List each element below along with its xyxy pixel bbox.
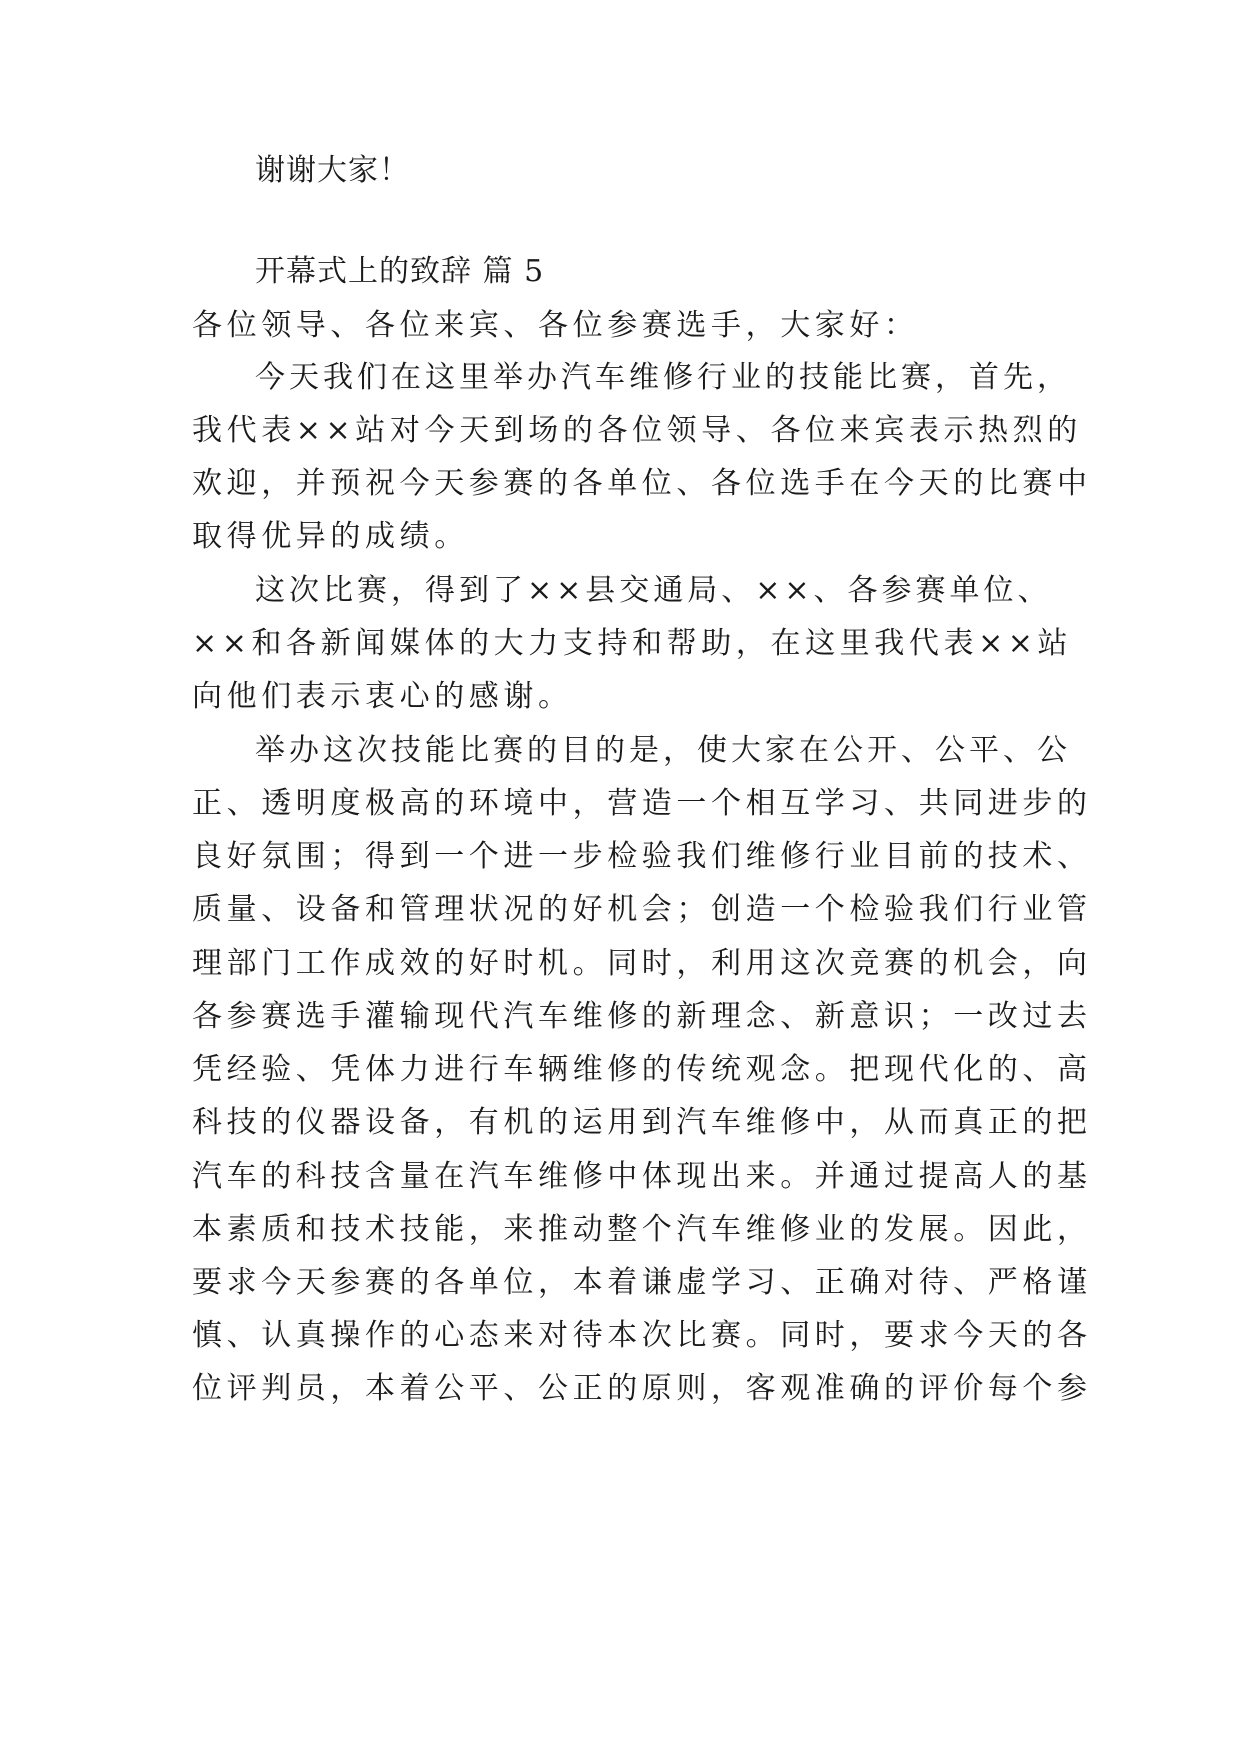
- paragraph-3-line-3: 良好氛围；得到一个进一步检验我们维修行业目前的技术、: [192, 839, 1092, 874]
- paragraph-2-line-2: ××和各新闻媒体的大力支持和帮助，在这里我代表××站: [192, 626, 1073, 661]
- paragraph-3-line-2: 正、透明度极高的环境中，营造一个相互学习、共同进步的: [192, 786, 1092, 821]
- paragraph-3-line-13: 位评判员，本着公平、公正的原则，客观准确的评价每个参: [192, 1371, 1092, 1406]
- closing-line: 谢谢大家！: [255, 153, 410, 188]
- paragraph-3-line-10: 本素质和技术技能，来推动整个汽车维修业的发展。因此，: [192, 1212, 1092, 1247]
- paragraph-2-line-1: 这次比赛，得到了××县交通局、××、各参赛单位、: [255, 573, 1052, 608]
- paragraph-3-line-6: 各参赛选手灌输现代汽车维修的新理念、新意识；一改过去: [192, 999, 1092, 1034]
- salutation-line: 各位领导、各位来宾、各位参赛选手，大家好：: [192, 308, 919, 343]
- paragraph-3-line-5: 理部门工作成效的好时机。同时，利用这次竞赛的机会，向: [192, 946, 1092, 981]
- paragraph-1-line-1: 今天我们在这里举办汽车维修行业的技能比赛，首先，: [255, 360, 1071, 395]
- paragraph-3-line-12: 慎、认真操作的心态来对待本次比赛。同时，要求今天的各: [192, 1318, 1092, 1353]
- paragraph-3-line-8: 科技的仪器设备，有机的运用到汽车维修中，从而真正的把: [192, 1105, 1092, 1140]
- paragraph-1-line-3: 欢迎，并预祝今天参赛的各单位、各位选手在今天的比赛中: [192, 466, 1092, 501]
- paragraph-3-line-11: 要求今天参赛的各单位，本着谦虚学习、正确对待、严格谨: [192, 1265, 1092, 1300]
- section-heading: 开幕式上的致辞 篇 5: [255, 254, 545, 289]
- paragraph-2-line-3: 向他们表示衷心的感谢。: [192, 679, 573, 714]
- paragraph-3-line-9: 汽车的科技含量在汽车维修中体现出来。并通过提高人的基: [192, 1159, 1092, 1194]
- paragraph-3-line-1: 举办这次技能比赛的目的是，使大家在公开、公平、公: [255, 733, 1071, 768]
- paragraph-3-line-7: 凭经验、凭体力进行车辆维修的传统观念。把现代化的、高: [192, 1052, 1092, 1087]
- paragraph-1-line-2: 我代表××站对今天到场的各位领导、各位来宾表示热烈的: [192, 413, 1082, 448]
- paragraph-1-line-4: 取得优异的成绩。: [192, 519, 469, 554]
- paragraph-3-line-4: 质量、设备和管理状况的好机会；创造一个检验我们行业管: [192, 892, 1092, 927]
